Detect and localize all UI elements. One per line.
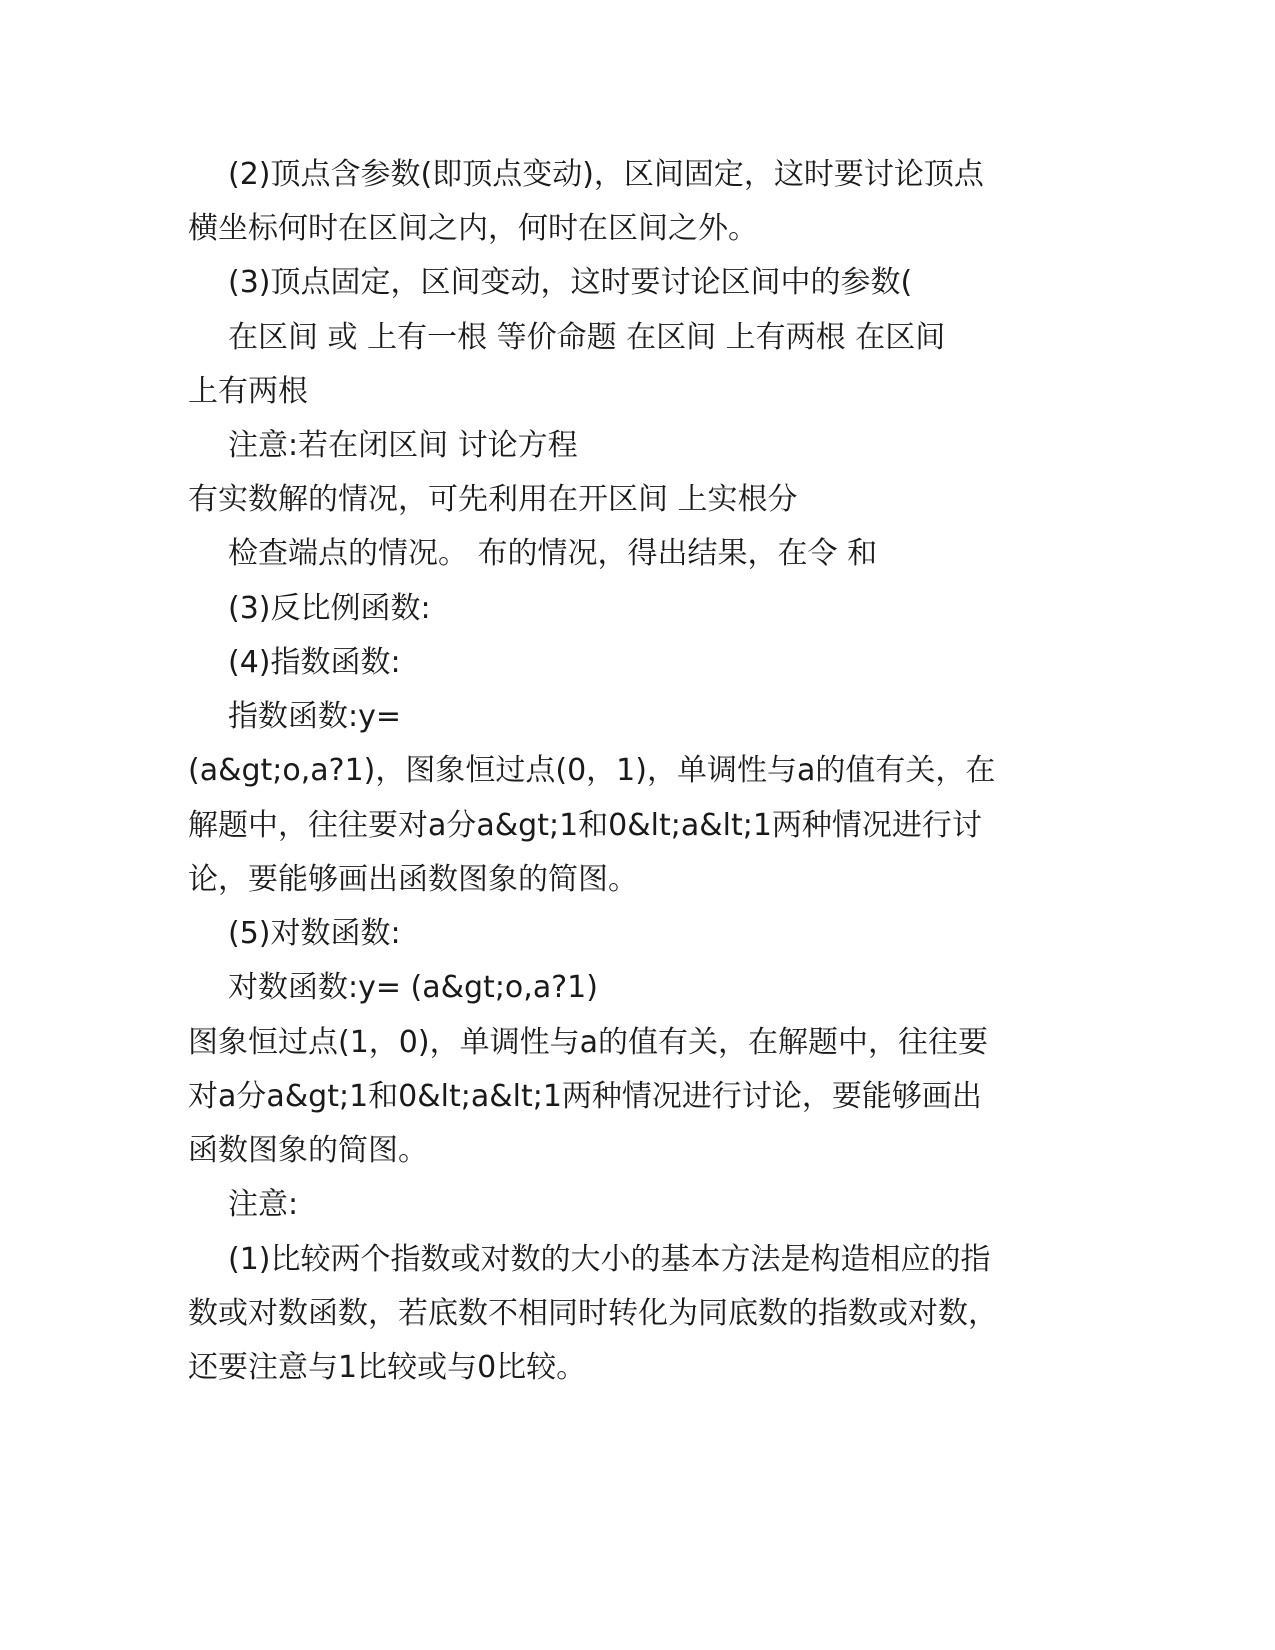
text-line: (2)顶点含参数(即顶点变动)，区间固定，这时要讨论顶点: [228, 157, 984, 192]
text-line: 有实数解的情况，可先利用在开区间 上实根分: [188, 482, 798, 517]
text-line: (3)顶点固定，区间变动，这时要讨论区间中的参数(: [228, 265, 913, 300]
text-line: 上有两根: [188, 374, 308, 409]
text-line: 对a分a&gt;1和0&lt;a&lt;1两种情况进行讨论，要能够画出: [188, 1079, 982, 1114]
text-line: 注意:若在闭区间 讨论方程: [228, 428, 578, 463]
text-line: 图象恒过点(1，0)，单调性与a的值有关，在解题中，往往要: [188, 1025, 988, 1060]
text-line: (5)对数函数:: [228, 916, 401, 951]
text-line: (4)指数函数:: [228, 645, 401, 680]
text-line: (1)比较两个指数或对数的大小的基本方法是构造相应的指: [228, 1242, 991, 1277]
text-line: 解题中，往往要对a分a&gt;1和0&lt;a&lt;1两种情况进行讨: [188, 808, 982, 843]
text-line: 对数函数:y= (a&gt;o,a?1): [228, 970, 598, 1005]
text-line: 注意:: [228, 1187, 299, 1222]
text-line: 还要注意与1比较或与0比较。: [188, 1350, 587, 1385]
text-line: 数或对数函数，若底数不相同时转化为同底数的指数或对数，: [188, 1296, 998, 1331]
text-line: (3)反比例函数:: [228, 591, 431, 626]
text-line: 指数函数:y=: [228, 699, 401, 734]
text-line: 论，要能够画出函数图象的简图。: [188, 862, 638, 897]
text-line: 检查端点的情况。 布的情况，得出结果，在令 和: [228, 536, 878, 571]
text-line: 在区间 或 上有一根 等价命题 在区间 上有两根 在区间: [228, 320, 946, 355]
text-line: 横坐标何时在区间之内，何时在区间之外。: [188, 211, 758, 246]
text-line: (a&gt;o,a?1)，图象恒过点(0，1)，单调性与a的值有关，在: [188, 753, 996, 788]
text-line: 函数图象的简图。: [188, 1133, 428, 1168]
